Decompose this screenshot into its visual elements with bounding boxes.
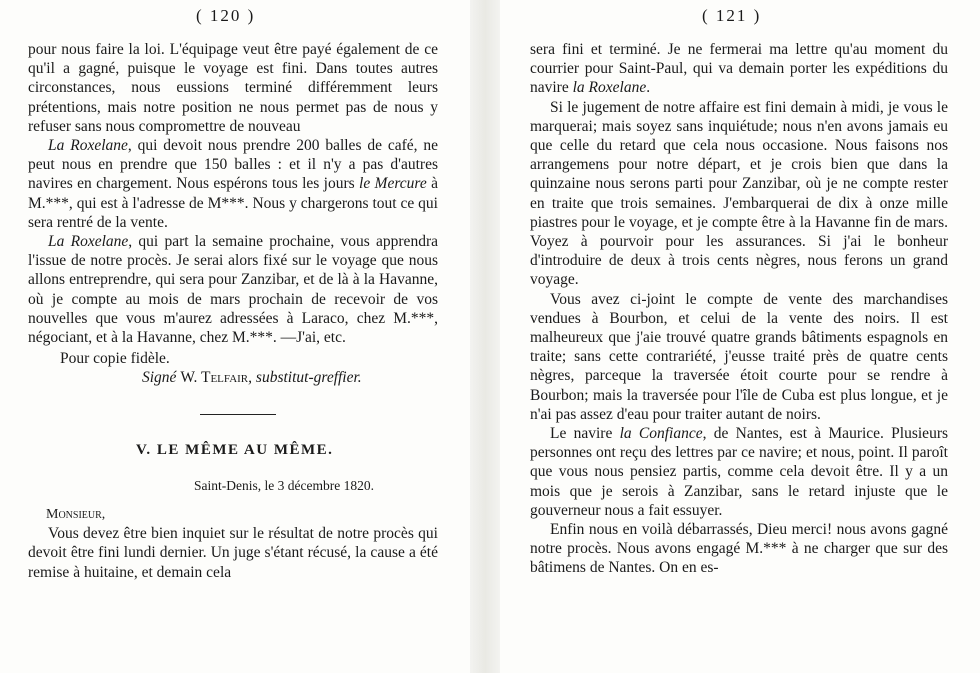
signature-line: Signé W. Telfair, substitut-greffier. xyxy=(142,369,362,387)
section-divider xyxy=(200,414,276,415)
left-paragraph-1: pour nous faire la loi. L'équipage veut être payé également de ce qu'il a gagné, puisque le voyage est fini. Dans toutes autres circonstances, nous eussions terminé différemment leurs prétentions, mais notre position ne nous permet pas de nous y refuser sans nous compromettre de nouveau xyxy=(28,41,438,135)
right-page xyxy=(500,0,980,673)
right-page-text xyxy=(530,40,948,578)
ship-name: La Roxelane xyxy=(48,233,129,251)
signature-block xyxy=(28,349,438,387)
ship-name: la Confiance xyxy=(619,425,703,443)
right-paragraph-3: Vous avez ci-joint le compte de vente des marchandises vendues à Bourbon, et celui de la vente des noirs. Il est malheureux que j'aie trouvé quatre grands bâtiments espagnols en traite; sans cette contrariété, j'eusse traité près de quatre cents nègres, parceque la traversée étoit courte pour se rendre à Bourbon; mais la traversée pour l'île de Cuba est plus longue, et je n'ai pas assez d'eau pour traiter autant de noirs. xyxy=(530,290,948,423)
left-paragraph-3: La Roxelane, qui part la semaine prochaine, vous apprendra l'issue de notre procès. Je serai alors fixé sur le voyage que nous allons entreprendre, qui sera pour Zanzibar, et de là à la Havanne, où je compte au mois de mars prochain de recevoir de vos nouvelles que vous m'aurez adressées à Laraco, chez M.***, négociant, et à la Havanne, chez M.***. —J'ai, etc. xyxy=(28,233,438,347)
signatory-name: W. Telfair xyxy=(180,369,249,387)
page-number-left: ( 120 ) xyxy=(196,6,256,25)
ship-name: la Roxelane xyxy=(572,79,647,97)
letter-dateline: Saint-Denis, le 3 décembre 1820. xyxy=(194,477,374,493)
left-page-text xyxy=(28,40,438,582)
right-paragraph-5: Enfin nous en voilà débarrassés, Dieu merci! nous avons gagné notre procès. Nous avons engagé M.*** à ne charger que sur des bâtimens de Nantes. On en es- xyxy=(530,521,948,577)
letter-heading: V. LE MÊME AU MÊME. xyxy=(136,441,334,458)
ship-name: le Mercure xyxy=(359,175,427,193)
right-paragraph-1: sera fini et terminé. Je ne fermerai ma lettre qu'au moment du courrier pour Saint-Paul, qui va demain porter les expéditions du navire la Roxelane. xyxy=(530,41,948,97)
ship-name: La Roxelane xyxy=(48,137,128,155)
letter-salutation: Monsieur, xyxy=(46,507,106,523)
left-paragraph-2: La Roxelane, qui devoit nous prendre 200 balles de café, ne peut nous en prendre que 150 balles : et il n'y a pas d'autres navires en chargement. Nous espérons tous les jours le Mercure à M.***, qui est à l'adresse de M***. Nous y chargerons tout ce qui sera rentré de la vente. xyxy=(28,137,439,231)
page-number-right: ( 121 ) xyxy=(702,6,762,25)
right-paragraph-4: Le navire la Confiance, de Nantes, est à Maurice. Plusieurs personnes ont reçu des lettres par ce navire; et nous, point. Il paroît que vous nous pensiez partis, comme cela devoit être. Il y a un mois que je serois à Zanzibar, sans le retard injuste que le gouverneur nous a fait essuyer. xyxy=(530,425,949,519)
left-page xyxy=(0,0,470,673)
copy-certification: Pour copie fidèle. xyxy=(60,350,170,368)
left-paragraph-4: Vous devez être bien inquiet sur le résultat de notre procès qui devoit être fini lundi dernier. Un juge s'étant récusé, la cause a été remise à huitaine, et demain cela xyxy=(28,525,438,581)
right-paragraph-2: Si le jugement de notre affaire est fini demain à midi, je vous le marquerai; mais soyez sans inquiétude; nous n'en avons jamais eu que celle du retard que cela nous occasione. Nous faisons nos arrangemens pour notre départ, et je crois bien que dans la quinzaine nous serons parti pour Zanzibar, où je ne compte rester en traite que trois semaines. J'embarquerai de dix à onze mille piastres pour le voyage, et je compte être à la Havanne fin de mars. Voyez à pourvoir pour les assurances. Si j'ai le bonheur d'introduire de deux à trois cents nègres, nous ferons un grand voyage. xyxy=(530,98,948,289)
book-gutter xyxy=(470,0,500,673)
